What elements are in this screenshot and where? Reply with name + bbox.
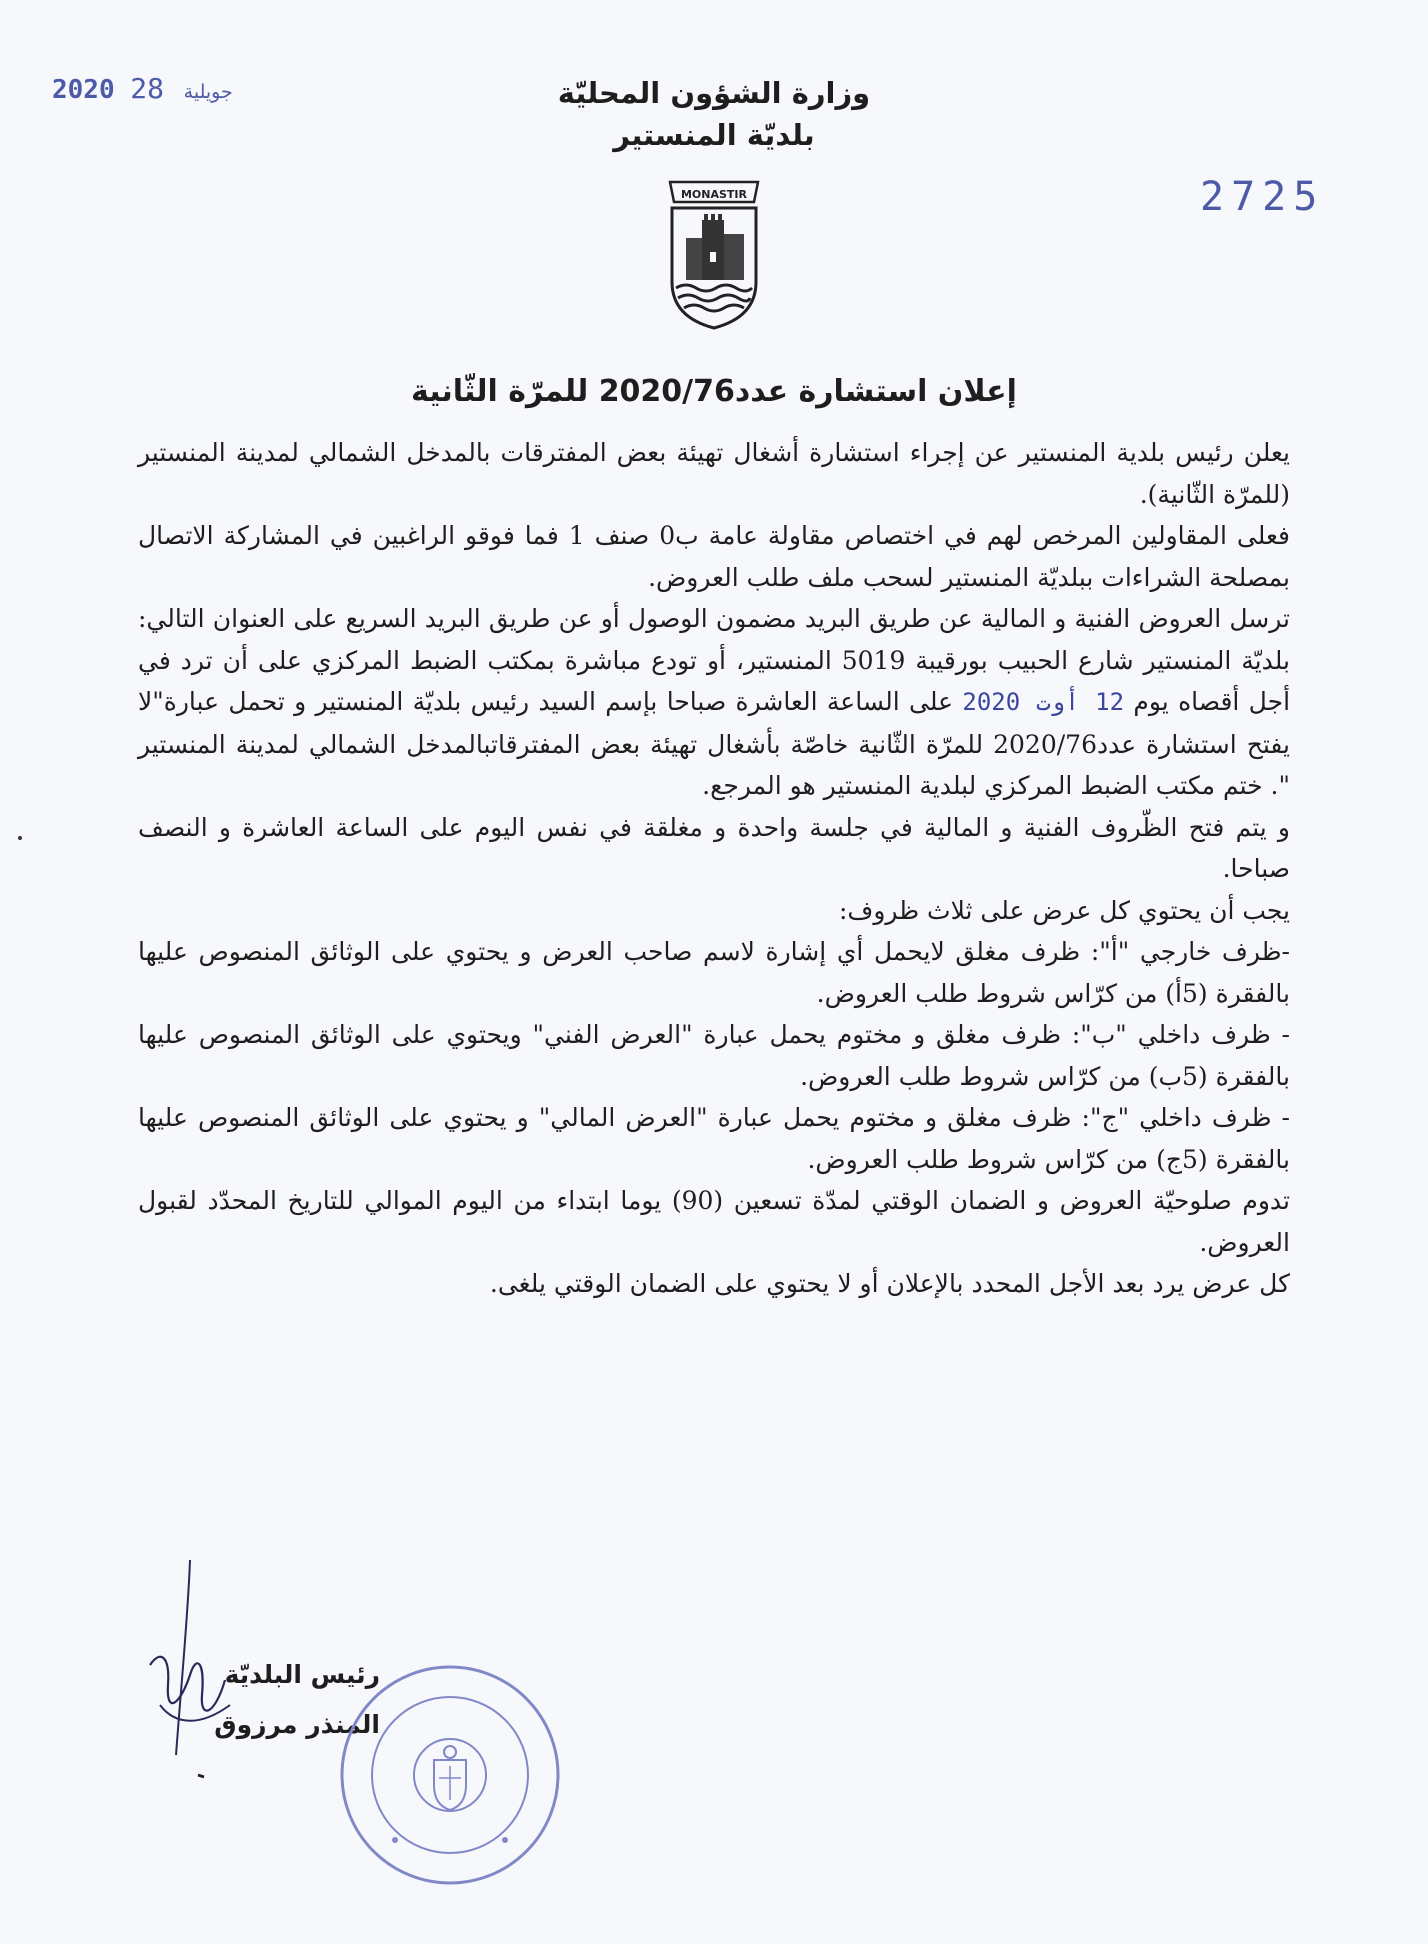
stamp-day: 28 bbox=[130, 72, 164, 105]
municipality-name: بلديّة المنستير bbox=[613, 118, 815, 152]
emblem-label: MONASTIR bbox=[680, 188, 748, 201]
submission-text-b: على الساعة العاشرة صباحا بإسم السيد رئيس بلديّة المنستير و تحمل عبارة"لا يفتح استشارة عدد2020/76 للمرّة الثّانية خاصّة بأشغال تهيئة بعض المفترقاتبالمدخل الشمالي لمدينة المنستير ". ختم مكتب الضبط المركزي لبلدية المنستير هو المرجع. bbox=[138, 687, 1290, 800]
reference-number: 2725 bbox=[1200, 174, 1325, 220]
municipality-crest-icon bbox=[664, 172, 764, 332]
signatory-name: المنذر مرزوق bbox=[214, 1710, 380, 1739]
paragraph-envelope-a: -ظرف خارجي "أ": ظرف مغلق لايحمل أي إشارة لاسم صاحب العرض و يحتوي على الوثائق المنصوص عليها بالفقرة (5أ) من كرّاس شروط طلب العروض. bbox=[138, 937, 1290, 1008]
announcement-body bbox=[138, 432, 1290, 1305]
paragraph-envelope-c: - ظرف داخلي "ج": ظرف مغلق و مختوم يحمل عبارة "العرض المالي" و يحتوي على الوثائق المنصوص عليها بالفقرة (5ج) من كرّاس شروط طلب العروض. bbox=[138, 1103, 1290, 1174]
scan-mark bbox=[17, 835, 23, 841]
paragraph-opening: و يتم فتح الظّروف الفنية و المالية في جلسة واحدة و مغلقة في نفس اليوم على الساعة العاشرة و النصف صباحا. bbox=[138, 812, 1290, 883]
paragraph-envelopes-intro: يجب أن يحتوي كل عرض على ثلاث ظروف: bbox=[838, 895, 1290, 925]
paragraph-eligibility: فعلى المقاولين المرخص لهم في اختصاص مقاولة عامة ب0 صنف 1 فما فوقو الراغبين في المشاركة الاتصال بمصلحة الشراءات ببلديّة المنستير لسحب ملف طلب العروض. bbox=[138, 521, 1291, 592]
announcement-title: إعلان استشارة عدد2020/76 للمرّة الثّانية bbox=[411, 374, 1017, 409]
paragraph-intro: يعلن رئيس بلدية المنستير عن إجراء استشارة أشغال تهيئة بعض المفترقات بالمدخل الشمالي لمدينة المنستير (للمرّة الثّانية). bbox=[138, 438, 1290, 509]
paragraph-envelope-b: - ظرف داخلي "ب": ظرف مغلق و مختوم يحمل عبارة "العرض الفني" ويحتوي على الوثائق المنصوص عليها بالفقرة (5ب) من كرّاس شروط طلب العروض. bbox=[138, 1020, 1290, 1091]
paragraph-submission bbox=[138, 598, 1290, 807]
submission-text-a: ترسل العروض الفنية و المالية عن طريق البريد مضمون الوصول أو عن طريق البريد السريع على العنوان التالي: بلديّة المنستير شارع الحبيب بورقيبة 5019 المنستير، أو تودع مباشرة بمكتب الضبط المركزي على أن ترد في أجل أقصاه يوم bbox=[138, 604, 1291, 716]
stamp-month: جويلية bbox=[183, 81, 233, 103]
paragraph-rejection: كل عرض يرد بعد الأجل المحدد بالإعلان أو لا يحتوي على الضمان الوقتي يلغى. bbox=[489, 1269, 1290, 1298]
deadline-date: 12 أوت 2020 bbox=[962, 688, 1125, 716]
signatory-role: رئيس البلديّة bbox=[224, 1660, 380, 1689]
stamp-year: 2020 bbox=[52, 75, 115, 105]
official-seal-stamp bbox=[335, 1660, 565, 1890]
letterhead bbox=[500, 72, 928, 156]
ministry-name: وزارة الشؤون المحليّة bbox=[557, 76, 871, 110]
received-date-stamp bbox=[52, 72, 237, 105]
paragraph-validity: تدوم صلوحيّة العروض و الضمان الوقتي لمدّة تسعين (90) يوما ابتداء من اليوم الموالي للتاريخ المحدّد لقبول العروض. bbox=[138, 1186, 1290, 1257]
